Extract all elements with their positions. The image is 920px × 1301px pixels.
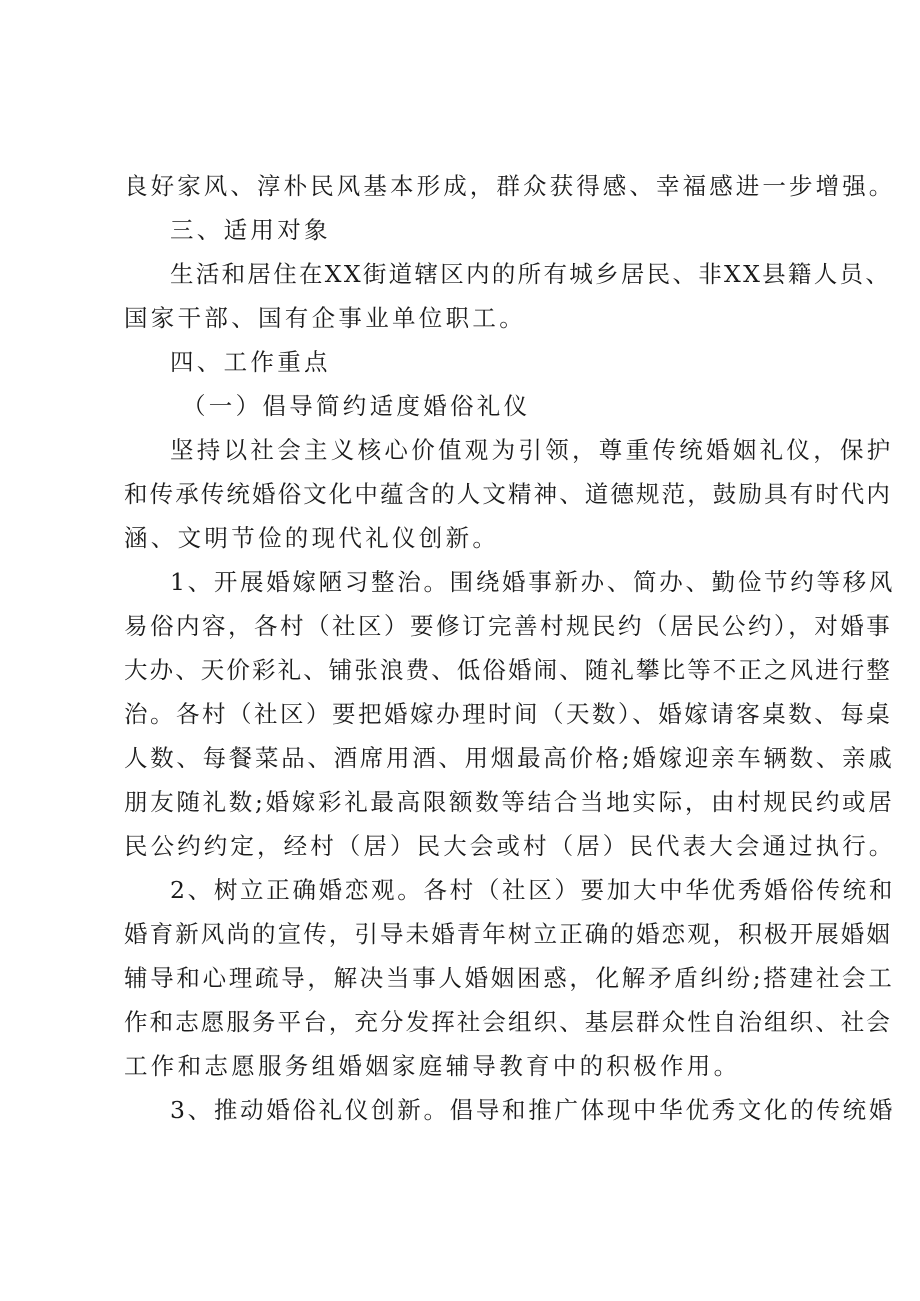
text-line-21: 工作和志愿服务组婚姻家庭辅导教育中的积极作用。 bbox=[124, 1052, 741, 1080]
text-line-16: 民公约约定，经村（居）民大会或村（居）民代表大会通过执行。 bbox=[124, 832, 896, 860]
subsection-heading-1: （一）倡导简约适度婚俗礼仪 bbox=[182, 392, 531, 420]
text-line-4: 国家干部、国有企事业单位职工。 bbox=[124, 304, 526, 332]
text-line-18: 婚育新风尚的宣传，引导未婚青年树立正确的婚恋观，积极开展婚姻 bbox=[124, 920, 892, 948]
text-line-15: 朋友随礼数;婚嫁彩礼最高限额数等结合当地实际，由村规民约或居 bbox=[124, 788, 895, 816]
text-line-19: 辅导和心理疏导，解决当事人婚姻困惑，化解矛盾纠纷;搭建社会工 bbox=[124, 964, 895, 992]
text-line-3: 生活和居住在XX街道辖区内的所有城乡居民、非XX县籍人员、 bbox=[170, 260, 892, 288]
text-line-8: 和传承传统婚俗文化中蕴含的人文精神、道德规范，鼓励具有时代内 bbox=[124, 480, 892, 508]
text-line-11: 易俗内容，各村（社区）要修订完善村规民约（居民公约），对婚事 bbox=[124, 612, 893, 640]
text-line-22: 3、推动婚俗礼仪创新。倡导和推广体现中华优秀文化的传统婚 bbox=[170, 1096, 896, 1124]
text-line-20: 作和志愿服务平台，充分发挥社会组织、基层群众性自治组织、社会 bbox=[124, 1008, 892, 1036]
text-line-9: 涵、文明节俭的现代礼仪创新。 bbox=[124, 524, 500, 552]
text-line-7: 坚持以社会主义核心价值观为引领，尊重传统婚姻礼仪，保护 bbox=[170, 436, 894, 464]
text-line-10: 1、开展婚嫁陋习整治。围绕婚事新办、简办、勤俭节约等移风 bbox=[170, 568, 896, 596]
section-heading-work-focus: 四、工作重点 bbox=[170, 348, 331, 376]
text-line-14: 人数、每餐菜品、酒席用酒、用烟最高价格;婚嫁迎亲车辆数、亲戚 bbox=[124, 744, 895, 772]
text-line-13: 治。各村（社区）要把婚嫁办理时间（天数）、婚嫁请客桌数、每桌 bbox=[124, 700, 893, 728]
text-line-17: 2、树立正确婚恋观。各村（社区）要加大中华优秀婚俗传统和 bbox=[170, 876, 896, 904]
text-line-1: 良好家风、淳朴民风基本形成，群众获得感、幸福感进一步增强。 bbox=[124, 172, 896, 200]
text-line-12: 大办、天价彩礼、铺张浪费、低俗婚闹、随礼攀比等不正之风进行整 bbox=[124, 656, 892, 684]
section-heading-applicable-objects: 三、适用对象 bbox=[170, 216, 331, 244]
